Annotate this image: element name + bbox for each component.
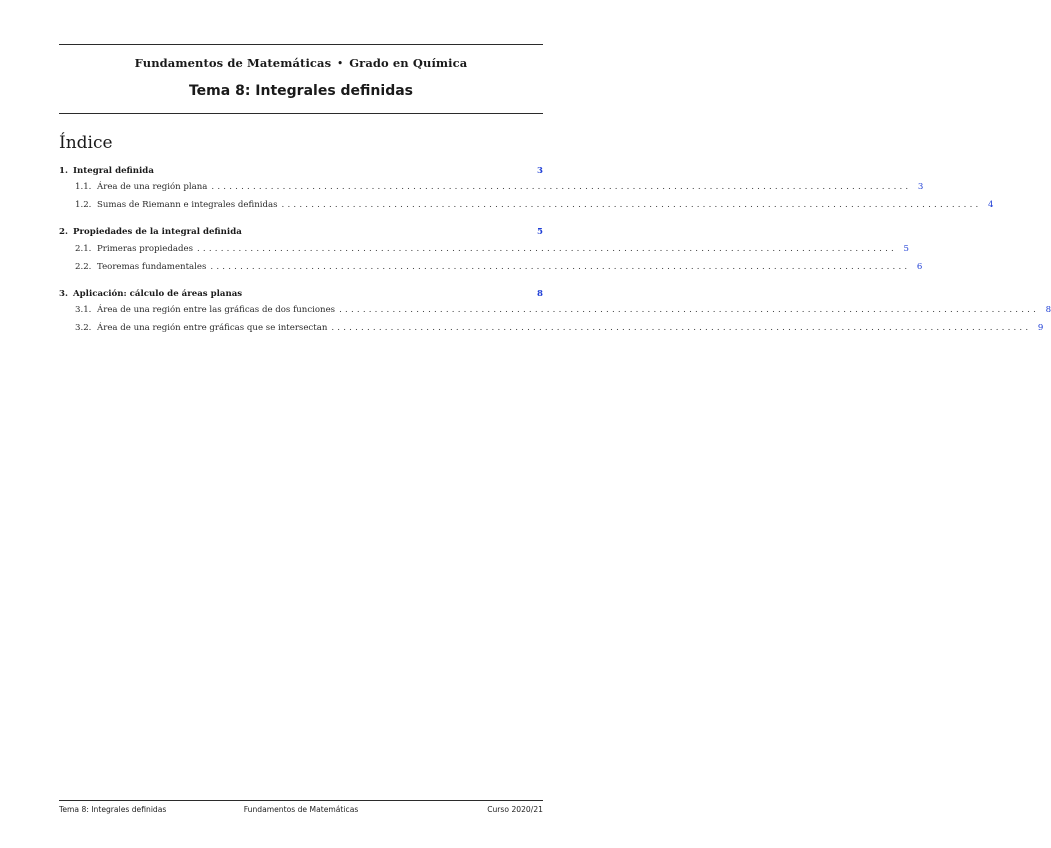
section-title: Integral definida bbox=[73, 166, 154, 176]
toc-subsection-1-2[interactable] bbox=[59, 200, 994, 214]
toc-section-1[interactable] bbox=[59, 166, 543, 180]
footer-course: Fundamentos de Matemáticas bbox=[243, 805, 359, 814]
toc-subsection-2-1[interactable] bbox=[59, 244, 909, 258]
subsection-title: Teoremas fundamentales bbox=[97, 262, 207, 272]
dot-leader: ...................................................................................................................... bbox=[197, 244, 897, 254]
separator-bullet: • bbox=[337, 59, 344, 69]
section-number: 3. bbox=[59, 289, 68, 299]
subsection-title: Área de una región entre las gráficas de dos funciones bbox=[97, 305, 336, 315]
subsection-title: Sumas de Riemann e integrales definidas bbox=[97, 200, 278, 210]
section-title: Aplicación: cálculo de áreas planas bbox=[73, 289, 243, 299]
footer-academic-year: Curso 2020/21 bbox=[487, 805, 543, 814]
footer-topic: Tema 8: Integrales definidas bbox=[59, 805, 167, 814]
subsection-number: 1.2. bbox=[75, 200, 92, 210]
subsection-page-link[interactable]: 9 bbox=[1037, 323, 1044, 333]
toc-subsection-3-2[interactable] bbox=[59, 323, 1044, 337]
subsection-number: 2.2. bbox=[75, 262, 92, 272]
course-name: Fundamentos de Matemáticas bbox=[134, 56, 332, 70]
header-bottom-rule bbox=[59, 113, 543, 114]
footer-rule bbox=[59, 800, 543, 801]
dot-leader: ...................................................................................................................... bbox=[331, 323, 1032, 333]
subsection-number: 1.1. bbox=[75, 182, 92, 192]
section-number: 2. bbox=[59, 227, 68, 237]
degree-name: Grado en Química bbox=[349, 56, 468, 70]
header-top-rule bbox=[59, 44, 543, 45]
subsection-number: 3.1. bbox=[75, 305, 92, 315]
subsection-page-link[interactable]: 3 bbox=[917, 182, 924, 192]
toc-subsection-2-2[interactable] bbox=[59, 262, 923, 276]
subsection-title: Primeras propiedades bbox=[97, 244, 193, 254]
dot-leader: ...................................................................................................................... bbox=[339, 305, 1040, 315]
toc-subsection-3-1[interactable] bbox=[59, 305, 1051, 319]
section-page-link[interactable]: 5 bbox=[537, 227, 543, 237]
dot-leader: ...................................................................................................................... bbox=[211, 182, 912, 192]
subsection-page-link[interactable]: 6 bbox=[916, 262, 923, 272]
dot-leader: ...................................................................................................................... bbox=[281, 200, 982, 210]
section-title: Propiedades de la integral definida bbox=[73, 227, 242, 237]
toc-section-2[interactable] bbox=[59, 227, 543, 241]
subsection-page-link[interactable]: 5 bbox=[903, 244, 909, 254]
subsection-title: Área de una región entre gráficas que se intersectan bbox=[97, 323, 328, 333]
subsection-number: 2.1. bbox=[75, 244, 92, 254]
section-page-link[interactable]: 8 bbox=[537, 289, 543, 299]
toc-subsection-1-1[interactable] bbox=[59, 182, 924, 196]
dot-leader: ...................................................................................................................... bbox=[210, 262, 911, 272]
document-title: Tema 8: Integrales definidas bbox=[188, 83, 413, 99]
subsection-page-link[interactable]: 4 bbox=[988, 200, 994, 210]
toc-heading: Índice bbox=[59, 133, 113, 153]
subsection-number: 3.2. bbox=[75, 323, 92, 333]
subsection-page-link[interactable]: 8 bbox=[1045, 305, 1051, 315]
section-number: 1. bbox=[59, 166, 68, 176]
toc-section-3[interactable] bbox=[59, 289, 543, 303]
subsection-title: Área de una región plana bbox=[97, 182, 208, 192]
course-line bbox=[59, 56, 543, 70]
page-footer bbox=[59, 805, 543, 817]
section-page-link[interactable]: 3 bbox=[537, 166, 543, 176]
